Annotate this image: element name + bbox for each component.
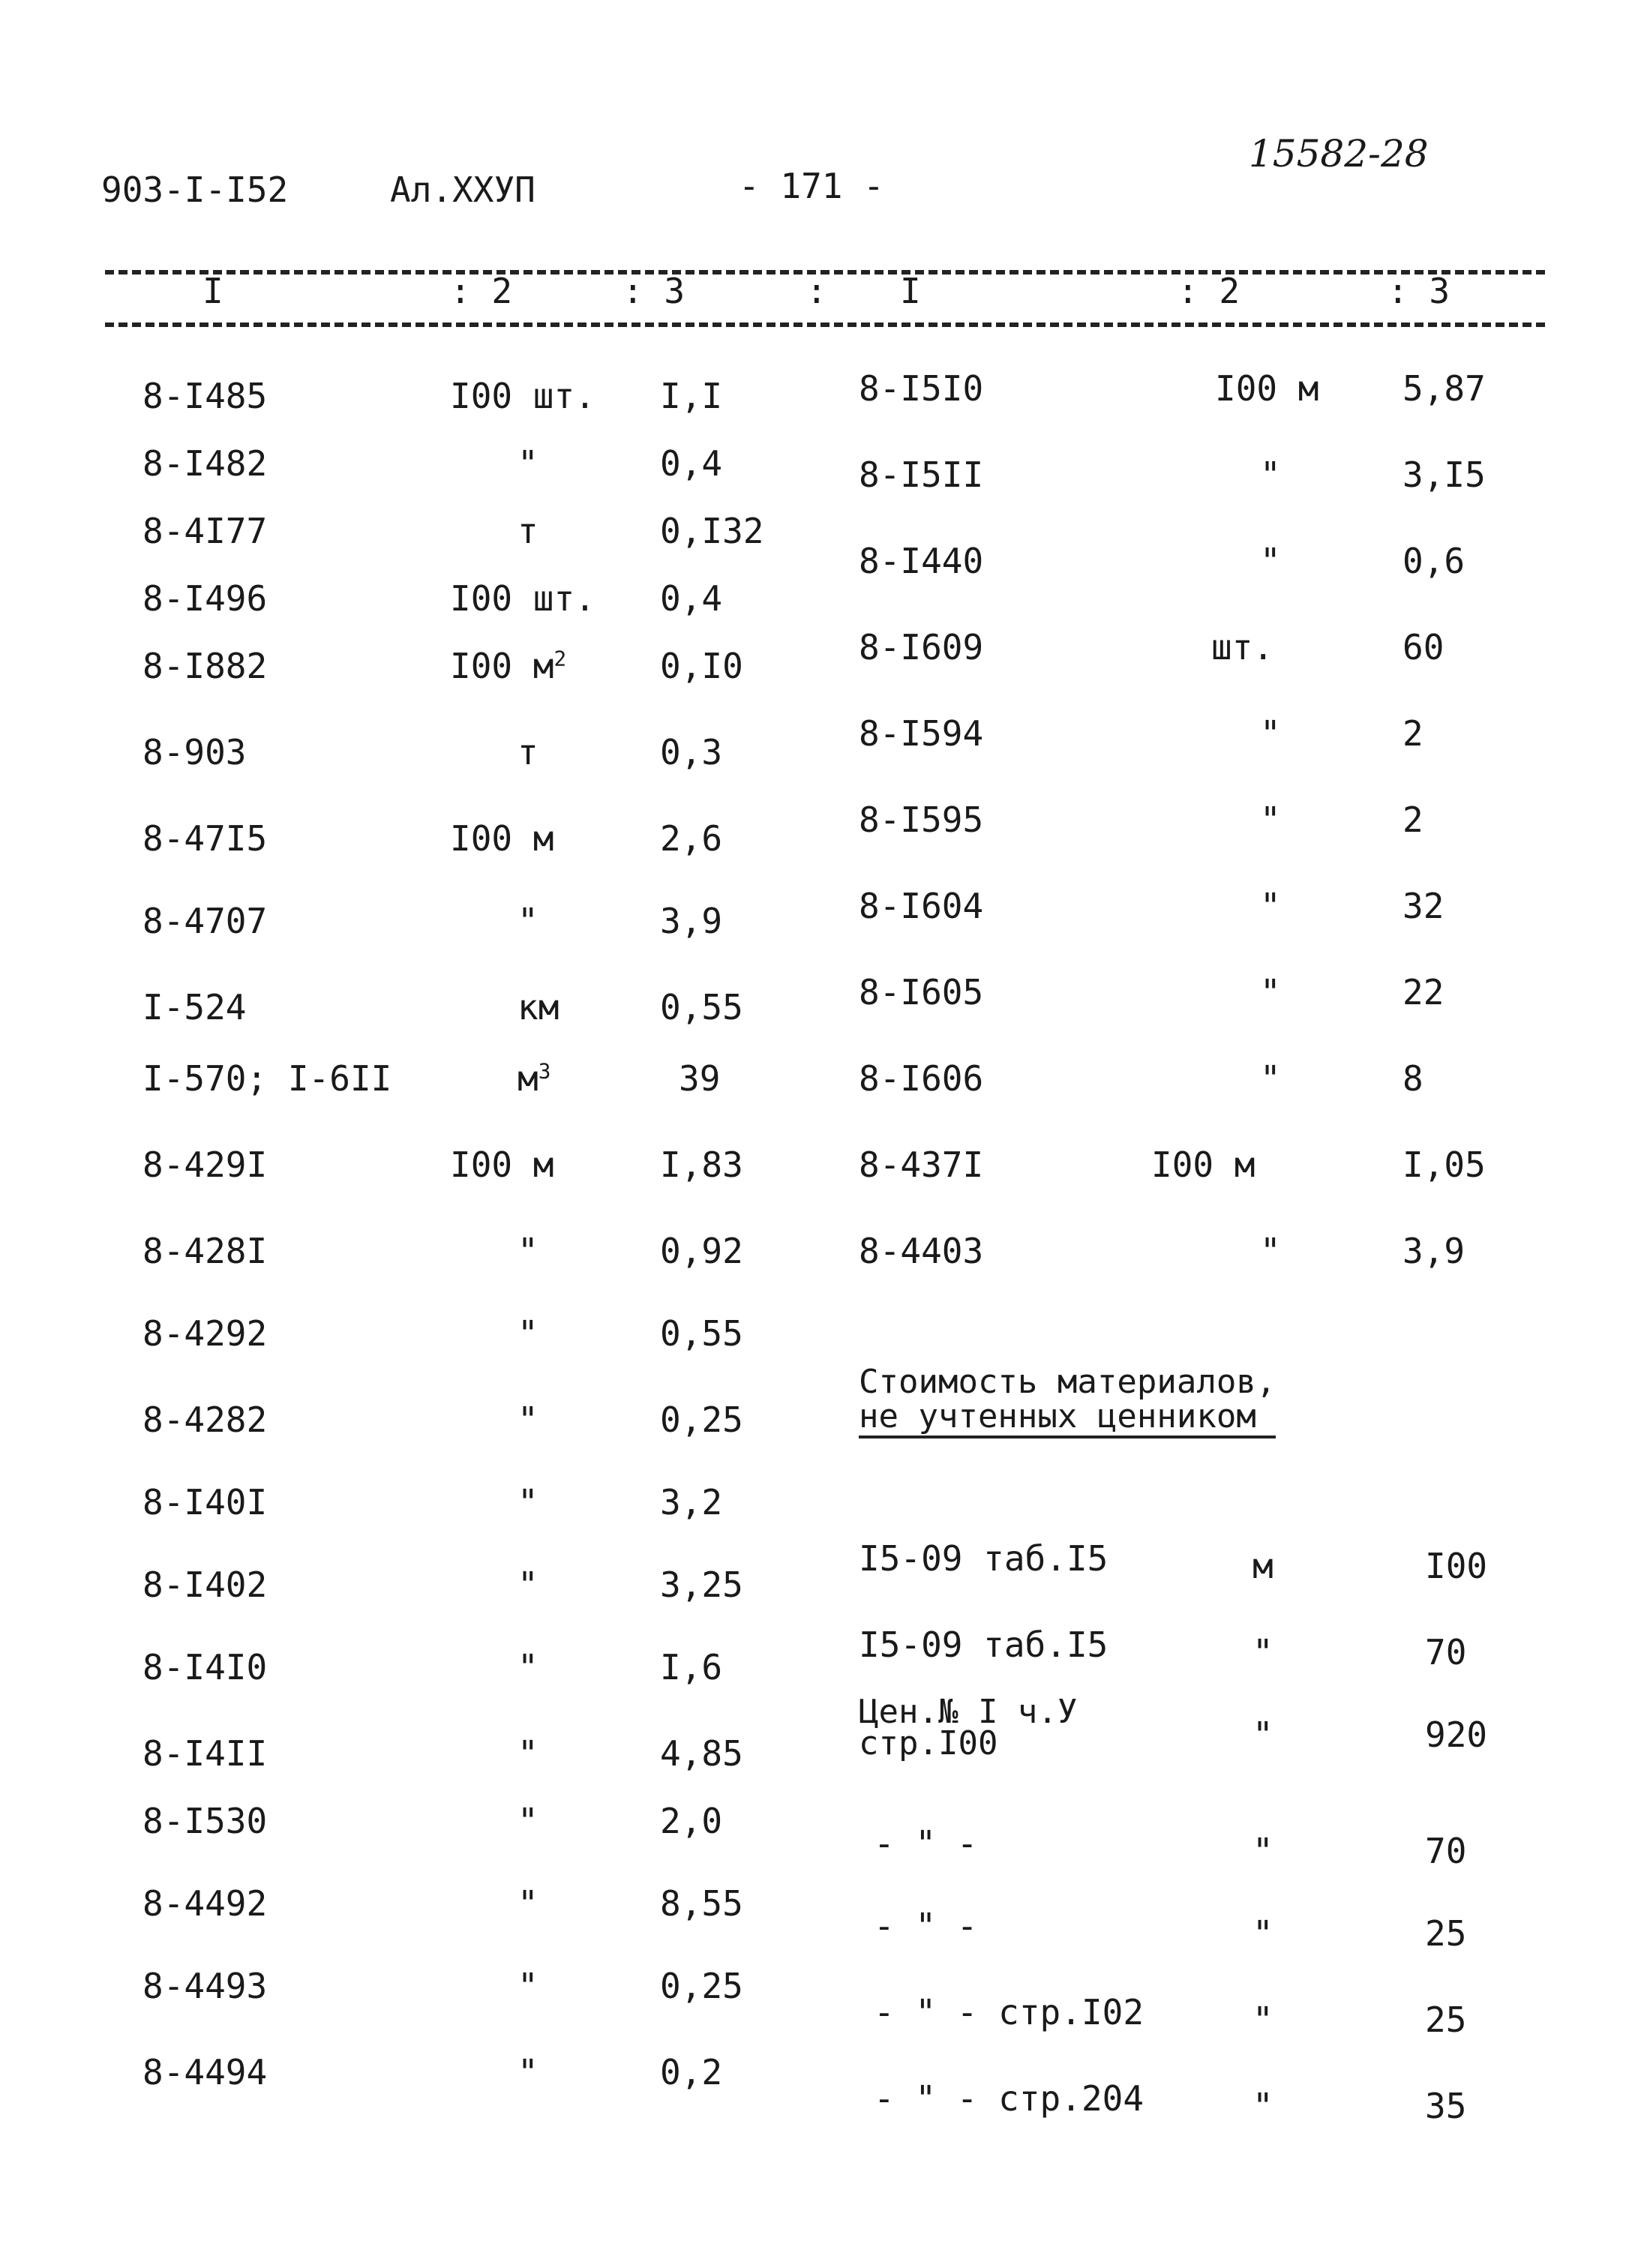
left-row-unit: " [518, 1400, 538, 1440]
left-row-code: 8-4492 [142, 1883, 268, 1924]
album-label: Ал.XXУП [390, 170, 536, 210]
section-row-code: I5-09 таб.I5 [859, 1538, 1108, 1579]
registration-stamp: 15582-28 [1249, 132, 1429, 176]
right-row-value: 8 [1402, 1058, 1424, 1099]
right-row-code: 8-I605 [859, 972, 984, 1012]
left-row-unit: т [518, 511, 538, 551]
section-row-code: - " - стр.204 [874, 2078, 1144, 2119]
left-row-value: 0,25 [660, 1400, 743, 1440]
section-row-code: - " - [874, 1906, 978, 1946]
left-row-code: 8-I40I [142, 1482, 268, 1522]
left-row-code: 8-429I [142, 1144, 268, 1185]
right-row-code: 8-I604 [859, 886, 984, 926]
right-row-unit: " [1260, 454, 1281, 495]
right-row-code: 8-I5II [859, 454, 984, 495]
left-row-unit: км [518, 987, 560, 1028]
left-row-code: 8-4282 [142, 1400, 268, 1440]
right-row-value: 3,9 [1402, 1231, 1466, 1271]
right-row-code: 8-437I [859, 1144, 984, 1185]
left-row-code: 8-I485 [142, 376, 268, 416]
left-row-value: 0,3 [660, 732, 723, 772]
left-row-unit: I00 шт. [450, 578, 596, 619]
left-row-value: 2,6 [660, 818, 723, 859]
left-row-unit: т [518, 732, 538, 772]
col-num-left-1: I [202, 271, 224, 311]
left-row-unit: " [518, 901, 538, 941]
right-row-code: 8-4403 [859, 1231, 984, 1271]
left-row-value: 0,55 [660, 1313, 743, 1354]
col-num-left-3: : 3 [622, 271, 686, 311]
left-row-value: 0,55 [660, 987, 743, 1028]
left-row-unit: " [518, 1647, 538, 1688]
section-row-unit: " [1252, 1714, 1274, 1755]
right-row-unit: I00 м [1215, 368, 1319, 409]
left-row-value: I,I [660, 376, 723, 416]
right-row-value: 2 [1402, 713, 1424, 754]
left-row-code: 8-I4II [142, 1733, 268, 1774]
left-row-value: 0,2 [660, 2052, 723, 2092]
left-row-unit: " [518, 1801, 538, 1841]
left-row-code: 8-4707 [142, 901, 268, 941]
left-row-unit: " [518, 1564, 538, 1605]
left-row-unit: " [518, 2052, 538, 2092]
right-row-unit: " [1260, 972, 1281, 1012]
left-row-code: 8-4494 [142, 2052, 268, 2092]
left-row-unit: " [518, 443, 538, 484]
right-row-value: 22 [1402, 972, 1444, 1012]
left-row-value: 3,2 [660, 1482, 723, 1522]
right-row-value: I,05 [1402, 1144, 1486, 1185]
section-row-value: I00 [1425, 1546, 1488, 1586]
left-row-code: 8-I482 [142, 443, 268, 484]
section-row-code: - " - [874, 1823, 978, 1864]
right-row-code: 8-I595 [859, 800, 984, 840]
right-row-unit: " [1260, 800, 1281, 840]
right-row-unit: " [1260, 1231, 1281, 1271]
left-row-value: 2,0 [660, 1801, 723, 1841]
left-row-code: 8-903 [142, 732, 247, 772]
section-row-value: 70 [1425, 1632, 1467, 1672]
section-row-code: I5-09 таб.I5 [859, 1624, 1108, 1665]
section-row-value: 70 [1425, 1831, 1467, 1871]
section-row-unit: " [1252, 1632, 1274, 1672]
left-row-code: I-570; I-6II [142, 1058, 392, 1099]
left-row-code: 8-4292 [142, 1313, 268, 1354]
left-row-unit: " [518, 1883, 538, 1924]
left-row-unit: I00 шт. [450, 376, 596, 416]
left-row-code: I-524 [142, 987, 247, 1028]
right-row-code: 8-I440 [859, 541, 984, 581]
col-num-left-2: : 2 [450, 271, 513, 311]
left-row-value: 8,55 [660, 1883, 743, 1924]
right-row-code: 8-I609 [859, 627, 984, 668]
section-title [859, 1365, 1276, 1438]
section-title-line-1: Стоимость материалов, [859, 1363, 1276, 1401]
right-row-value: 32 [1402, 886, 1444, 926]
right-row-code: 8-I606 [859, 1058, 984, 1099]
section-row-unit: " [1252, 2086, 1274, 2126]
section-row-value: 25 [1425, 1913, 1467, 1954]
right-row-value: 2 [1402, 800, 1424, 840]
section-row-unit: " [1252, 1831, 1274, 1871]
left-row-unit: " [518, 1733, 538, 1774]
left-row-unit: " [518, 1313, 538, 1354]
right-row-unit: " [1260, 1058, 1281, 1099]
left-row-code: 8-4493 [142, 1966, 268, 2006]
left-row-unit: I00 $м^2$ [450, 646, 567, 686]
section-title-line-2: не учтенных ценником [859, 1400, 1276, 1438]
right-row-value: 60 [1402, 627, 1444, 668]
left-row-code: 8-428I [142, 1231, 268, 1271]
right-row-unit: " [1260, 541, 1281, 581]
col-num-right-3: : 3 [1388, 271, 1450, 311]
left-row-code: 8-4I77 [142, 511, 268, 551]
section-row-code: Цен.№ I ч.У [859, 1693, 1078, 1731]
left-row-value: 0,25 [660, 1966, 743, 2006]
left-row-value: 3,9 [660, 901, 723, 941]
left-row-value: 4,85 [660, 1733, 743, 1774]
left-row-unit: $м^3$ [518, 1058, 551, 1099]
left-row-code: 8-I402 [142, 1564, 268, 1605]
right-row-value: 0,6 [1402, 541, 1466, 581]
section-row-value: 920 [1425, 1714, 1488, 1755]
right-row-value: 3,I5 [1402, 454, 1486, 495]
right-row-code: 8-I5I0 [859, 368, 984, 409]
left-row-code: 8-I496 [142, 578, 268, 619]
left-row-value: 0,I32 [660, 511, 764, 551]
right-row-value: 5,87 [1402, 368, 1486, 409]
section-row-unit: " [1252, 1913, 1274, 1954]
left-row-code: 8-I882 [142, 646, 268, 686]
left-row-unit: " [518, 1966, 538, 2006]
left-row-value: I,6 [660, 1647, 723, 1688]
left-row-unit: " [518, 1231, 538, 1271]
section-row-value: 35 [1425, 2086, 1467, 2126]
section-row-code: - " - стр.I02 [874, 1992, 1144, 2032]
document-code: 903-I-I52 [101, 170, 289, 210]
section-row-unit: " [1252, 2000, 1274, 2040]
left-row-unit: I00 м [450, 1144, 554, 1185]
left-row-value: 0,4 [660, 578, 723, 619]
left-row-code: 8-47I5 [142, 818, 268, 859]
section-row-value: 25 [1425, 2000, 1467, 2040]
col-num-right-1: I [900, 271, 921, 311]
left-row-value: 39 [679, 1058, 721, 1099]
col-separator: : [806, 271, 827, 311]
page-number: - 171 - [739, 166, 884, 206]
left-row-code: 8-I4I0 [142, 1647, 268, 1688]
left-row-value: 3,25 [660, 1564, 743, 1605]
left-row-value: I,83 [660, 1144, 743, 1185]
right-row-unit: " [1260, 713, 1281, 754]
left-row-unit: " [518, 1482, 538, 1522]
left-row-value: 0,4 [660, 443, 723, 484]
section-row-unit: м [1252, 1546, 1274, 1586]
left-row-unit: I00 м [450, 818, 554, 859]
right-row-unit: шт. [1211, 627, 1274, 668]
right-row-unit: " [1260, 886, 1281, 926]
left-row-code: 8-I530 [142, 1801, 268, 1841]
left-row-value: 0,92 [660, 1231, 743, 1271]
header-bottom-rule [105, 322, 1545, 327]
left-row-value: 0,I0 [660, 646, 743, 686]
col-num-right-2: : 2 [1178, 271, 1240, 311]
right-row-code: 8-I594 [859, 713, 984, 754]
section-row-code-line2: стр.I00 [859, 1724, 998, 1762]
right-row-unit: I00 м [1151, 1144, 1256, 1185]
